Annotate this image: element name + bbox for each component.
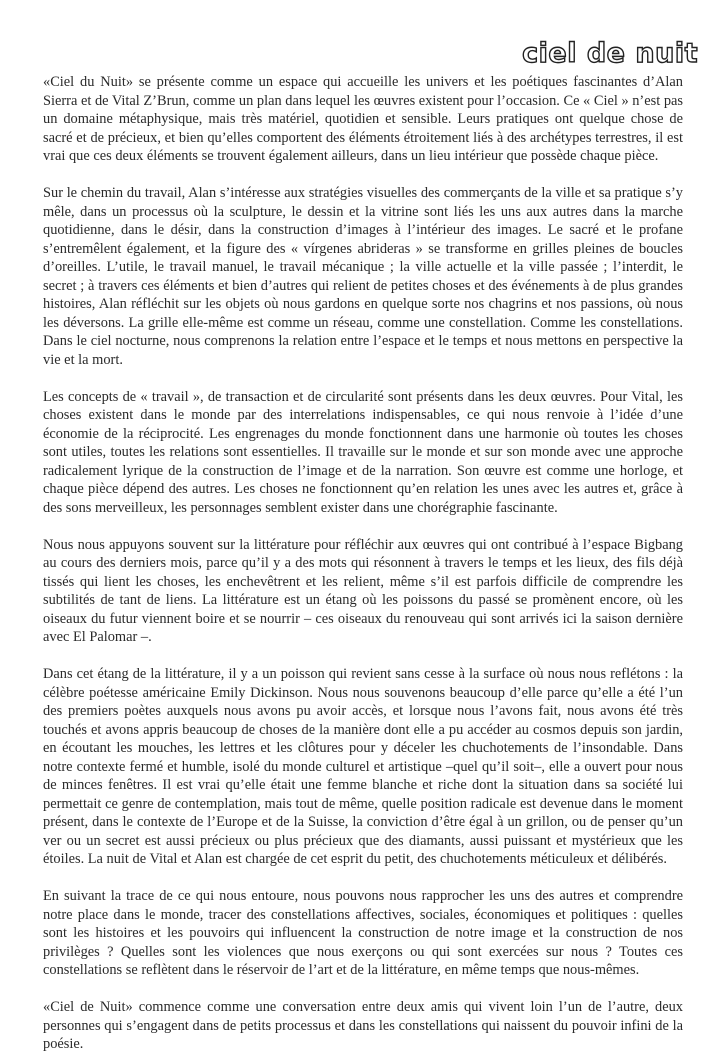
paragraph-alan: Sur le chemin du travail, Alan s’intéresse aux stratégies visuelles des commerçants de la ville et sa pratique s’y mêle, dans un processus où la sculpture, le dessin et la vitrine sont liés les uns aux autres dans la marche quotidienne, dans le désir, dans la construction d’images à l’intérieur des images. Le sacré et le profane s’entremêlent également, et la figure des « vírgenes abrideras » se transforme en grilles pleines de boucles d’oreilles. L’utile, le travail manuel, le travail mécanique ; la ville actuelle et la ville passée ; l’interdit, le secret ; à travers ces éléments et bien d’autres qui relient de petites choses et des événements à de plus grandes histoires, Alan réfléchit sur les objets où nous gardons en quelque sorte nos chagrins et nos passions, où nous les déversons. La grille elle-même est comme un réseau, comme une constellation. Comme les constellations. Dans le ciel nocturne, nous comprenons la relation entre l’espace et le temps et nous mettons en perspective la vie et la mort. xyxy=(43,185,683,368)
article-body xyxy=(43,73,683,1054)
paragraph-vital: Les concepts de « travail », de transaction et de circularité sont présents dans les deux œuvres. Pour Vital, les choses existent dans le monde par des interrelations indispensables, ce qui nous renvoie à l’idée d’une économie de la réciprocité. Les engrenages du monde fonctionnent dans une harmonie où toutes les choses sont utiles, toutes les relations sont essentielles. Il travaille sur le monde et sur son monde avec une approche radicalement lyrique de la construction de l’image et de la narration. Son œuvre est comme une horloge, et chaque pièce dépend des autres. Les choses ne fonctionnent qu’en relation les unes avec les autres et, grâce à des sons merveilleux, les personnages semblent exister dans une chorégraphie fascinante. xyxy=(43,388,683,516)
paragraph-conclusion: «Ciel de Nuit» commence comme une conversation entre deux amis qui vivent loin l’un de l’autre, deux personnes qui s’engagent dans de petits processus et dans les constellations qui naissent du pouvoir infini de la poésie. xyxy=(43,999,683,1052)
paragraph-literature: Nous nous appuyons souvent sur la littérature pour réfléchir aux œuvres qui ont contribué à l’espace Bigbang au cours des derniers mois, parce qu’il y a des mots qui résonnent à travers le temps et les lieux, des fils déjà tissés qui lient les choses, les enchevêtrent et les relient, même s’il est parfois difficile de comprendre les subtilités de tant de liens. La littérature est un étang où les poissons du passé se promènent encore, où les oiseaux du futur viennent boire et se nourrir – ces oiseaux du renouveau qui sont arrivés ici la saison dernière avec El Palomar –. xyxy=(43,536,683,645)
paragraph-dickinson: Dans cet étang de la littérature, il y a un poisson qui revient sans cesse à la surface où nous nous reflétons : la célèbre poétesse américaine Emily Dickinson. Nous nous souvenons beaucoup d’elle parce qu’elle a été l’un des premiers poètes auxquels nous avons pu avoir accès, et lorsque nous l’avons fait, nous avons été très touchés et avons appris beaucoup de choses de la manière dont elle a pu accéder au cosmos depuis son jardin, en écoutant les mouches, les lettres et les clôtures pour y déceler les chuchotements de l’insondable. Dans notre contexte fermé et humble, isolé du monde culturel et artistique –quel qu’il soit–, elle a ouvert pour nous de minces fenêtres. Il est vrai qu’elle était une femme blanche et riche dont la situation dans sa société lui permettait ce genre de contemplation, mais tout de même, quelle position radicale est devenue dans le moment présent, dans le contexte de l’Europe et de la Suisse, la conviction d’être égal à un grillon, ou de penser qu’un ver ou un secret est aussi précieux ou plus précieux que des diamants, aussi puissant et mystérieux que les étoiles. La nuit de Vital et Alan est chargée de cet esprit du petit, des chuchotements méticuleux et délibérés. xyxy=(43,666,683,867)
paragraph-intro: «Ciel du Nuit» se présente comme un espace qui accueille les univers et les poétiques fascinantes d’Alan Sierra et de Vital Z’Brun, comme un plan dans lequel les œuvres existent pour l’occasion. Ce « Ciel » n’est pas un domaine métaphysique, mais très matériel, quotidien et sensible. Leurs pratiques ont quelque chose de sacré et de précieux, et bien qu’elles comportent des éléments étroitement liés à des archétypes terrestres, il est vrai que ces deux éléments se trouvent également ailleurs, dans un lieu intérieur que possède chaque pièce. xyxy=(43,74,683,164)
paragraph-constellations: En suivant la trace de ce qui nous entoure, nous pouvons nous rapprocher les uns des autres et comprendre notre place dans le monde, tracer des constellations affectives, sociales, économiques et politiques : quelles sont les histoires et les pouvoirs qui influencent la construction de notre image et la construction de nos privilèges ? Quelles sont les violences que nous exerçons ou qui sont exercées sur nous ? Toutes ces constellations se reflètent dans le réservoir de l’art et de la littérature, en même temps que nous-mêmes. xyxy=(43,888,683,978)
ciel-de-nuit-logo: ciel de nuit xyxy=(522,38,698,69)
